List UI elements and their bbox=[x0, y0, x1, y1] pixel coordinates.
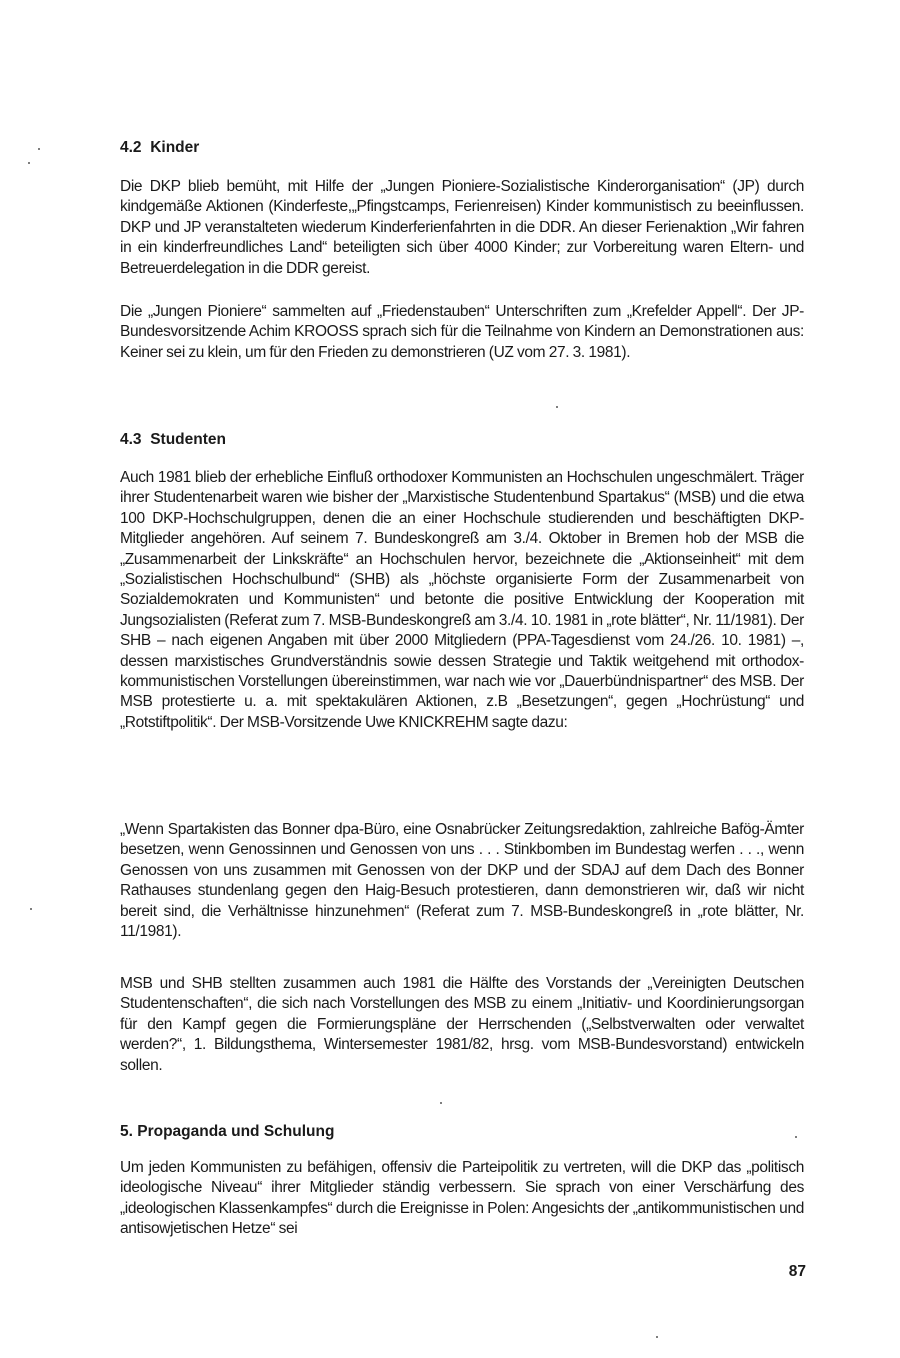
section-heading-4-2 bbox=[120, 138, 804, 158]
section-number: 4.3 bbox=[120, 431, 142, 448]
section-title: Kinder bbox=[150, 139, 200, 156]
scan-speck bbox=[656, 1336, 658, 1338]
section-heading-5: 5. Propaganda und Schulung bbox=[120, 1123, 335, 1140]
scan-speck bbox=[28, 162, 30, 164]
scan-speck bbox=[440, 1102, 442, 1104]
section-heading-4-3 bbox=[120, 430, 804, 450]
paragraph: Um jeden Kommunisten zu befähigen, offensiv die Parteipolitik zu vertreten, will die DKP das „politisch ideologische Niveau“ ihrer Mitglieder ständig verbessern. Sie sprach von einer Verschärfung des „ideologischen Klassenkampfes“ durch die Ereignisse in Polen: Angesichts der „antikommunistischen und antisowjetischen Hetze“ sei bbox=[120, 1159, 804, 1238]
section-title: Studenten bbox=[150, 431, 226, 448]
paragraph: MSB und SHB stellten zusammen auch 1981 die Hälfte des Vorstands der „Vereinigten Deutschen Studentenschaften“, die sich nach Vorstellungen des MSB zu einem „Initiativ- und Koordinierungsorgan für den Kampf gegen die Formierungspläne der Herrschenden („Selbstverwalten oder verwaltet werden?“, 1. Bildungsthema, Wintersemester 1981/82, hrsg. vom MSB-Bundesvorstand) entwickeln sollen. bbox=[120, 975, 804, 1074]
scan-speck bbox=[30, 908, 32, 910]
paragraph: Die DKP blieb bemüht, mit Hilfe der „Jungen Pioniere-Sozialistische Kinderorganisation“ (JP) durch kindgemäße Aktionen (Kinderfeste,„Pfingstcamps, Ferienreisen) Kinder kommunistisch zu beeinflussen. DKP und JP veranstalteten wiederum Kinderferienfahrten in die DDR. An dieser Ferienaktion „Wir fahren in ein kinderfreundliches Land“ beteiligten sich über 4000 Kinder; zur Vorbereitung waren Eltern- und Betreuerdelegation in die DDR gereist. bbox=[120, 178, 804, 277]
page-number: 87 bbox=[788, 1263, 806, 1280]
block-quote: „Wenn Spartakisten das Bonner dpa-Büro, eine Osnabrücker Zeitungsredaktion, zahlreiche Bafög-Ämter besetzen, wenn Genossinnen und Genossen von uns . . . Stinkbomben im Bundestag werfen . . ., wenn Genossen von uns zusammen mit Genossen von der DKP und der SDAJ auf dem Dach des Bonner Rathauses stundenlang gegen den Haig-Besuch protestieren, dann demonstrieren wir, daß wir nicht bereit sind, die Verhältnisse hinzunehmen“ (Referat zum 7. MSB-Bundeskongreß in „rote blätter, Nr. 11/1981). bbox=[120, 821, 804, 941]
paragraph: Auch 1981 blieb der erhebliche Einfluß orthodoxer Kommunisten an Hochschulen ungeschmälert. Träger ihrer Studentenarbeit waren wie bisher der „Marxistische Studentenbund Spartakus“ (MSB) und die etwa 100 DKP-Hochschulgruppen, denen die an einer Hochschule studierenden und beschäftigten DKP-Mitglieder angehören. Auf seinem 7. Bundeskongreß am 3./4. Oktober in Bremen hob der MSB die „Zusammenarbeit der Linkskräfte“ an Hochschulen hervor, bezeichnete die „Aktionseinheit“ mit dem „Sozialistischen Hochschulbund“ (SHB) als „höchste organisierte Form der Zusammenarbeit von Sozialdemokraten und Kommunisten“ und betonte die positive Entwicklung der Kooperation mit Jungsozialisten (Referat zum 7. MSB-Bundeskongreß am 3./4. 10. 1981 in „rote blätter“, Nr. 11/1981). Der SHB – nach eigenen Angaben mit über 2000 Mitgliedern (PPA-Tagesdienst vom 24./26. 10. 1981) –, dessen marxistisches Grundverständnis sowie dessen Strategie und Taktik weitgehend mit orthodox-kommunistischen Vorstellungen übereinstimmen, war nach wie vor „Dauerbündnispartner“ des MSB. Der MSB protestierte u. a. mit spektakulären Aktionen, z.B „Besetzungen“, gegen „Hochrüstung“ und „Rotstiftpolitik“. Der MSB-Vorsitzende Uwe KNICKREHM sagte dazu: bbox=[120, 469, 804, 731]
scan-speck bbox=[556, 406, 558, 408]
scan-speck bbox=[38, 148, 40, 150]
scan-speck bbox=[795, 1136, 797, 1138]
paragraph: Die „Jungen Pioniere“ sammelten auf „Friedenstauben“ Unterschriften zum „Krefelder Appell“. Der JP-Bundesvorsitzende Achim KROOSS sprach sich für die Teilnahme von Kindern an Demonstrationen aus: Keiner sei zu klein, um für den Frieden zu demonstrieren (UZ vom 27. 3. 1981). bbox=[120, 303, 804, 361]
section-number: 4.2 bbox=[120, 139, 142, 156]
